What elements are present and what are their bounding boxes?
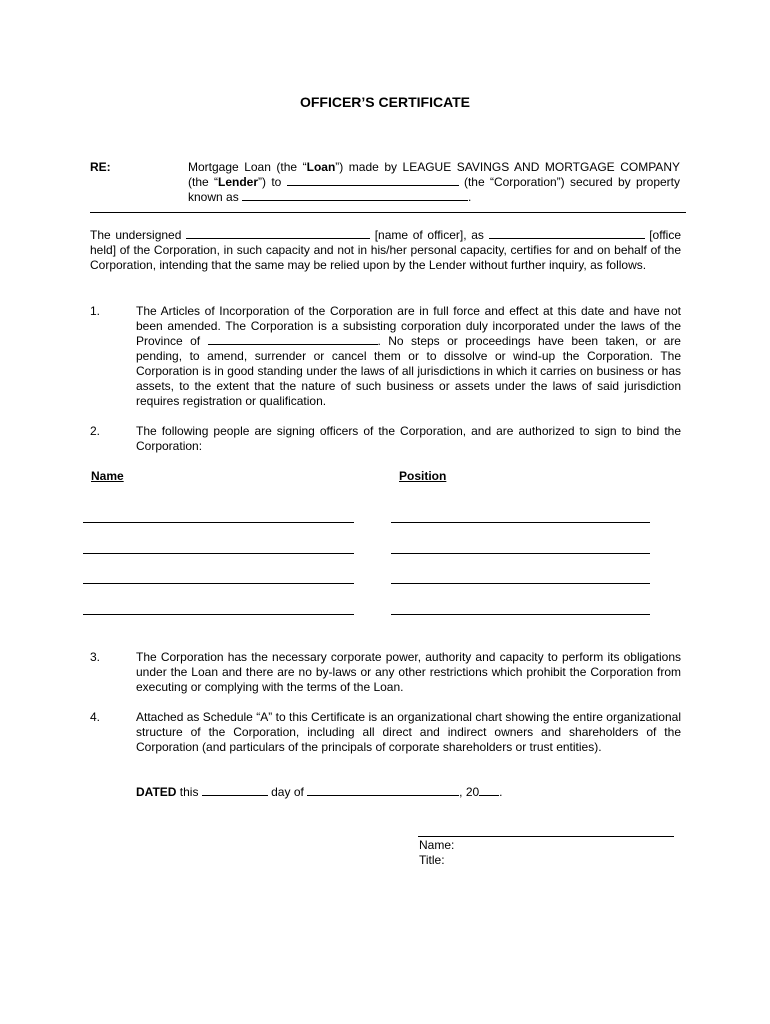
- officer-position-line-3[interactable]: [391, 583, 650, 584]
- signature-line[interactable]: [418, 836, 674, 837]
- month-blank[interactable]: [307, 785, 459, 796]
- officer-name-line-2[interactable]: [83, 553, 354, 554]
- dated-text-2: day of: [267, 785, 308, 799]
- item-1-text: [136, 304, 681, 409]
- item-1-text-a: The Articles of Incorporation of the Corporation are in full force and effect at this date and have not been amended. The Corporation is a subsisting corporation duly incorporated under the laws of the Province of: [136, 304, 681, 348]
- item-1-number: 1.: [90, 304, 101, 318]
- office-held-blank[interactable]: [489, 228, 645, 239]
- dated-line: [136, 785, 503, 800]
- name-column-header: Name: [91, 469, 124, 483]
- header-rule: [90, 212, 686, 213]
- officer-name-line-1[interactable]: [83, 522, 354, 523]
- officer-name-blank[interactable]: [186, 228, 370, 239]
- re-label: RE:: [90, 160, 111, 174]
- signature-name-label: Name:: [419, 838, 455, 852]
- dated-text-1: this: [176, 785, 202, 799]
- loan-term: Loan: [306, 160, 336, 174]
- dated-label: DATED: [136, 785, 177, 799]
- item-2-number: 2.: [90, 424, 101, 438]
- re-text-1: Mortgage Loan (the “: [188, 160, 307, 174]
- signature-title-label: Title:: [419, 853, 445, 867]
- re-text-5: .: [468, 190, 472, 204]
- province-blank[interactable]: [208, 334, 378, 345]
- item-3-text: The Corporation has the necessary corporate power, authority and capacity to perform its obligations under the Loan and there are no by-laws or any other restrictions which prohibit the Corporation from executing or complying with the terms of the Loan.: [136, 650, 681, 694]
- item-4-number: 4.: [90, 710, 101, 724]
- dated-text-3: , 20: [459, 785, 480, 799]
- officer-position-line-1[interactable]: [391, 522, 650, 523]
- item-4-text: Attached as Schedule “A” to this Certificate is an organizational chart showing the entire organizational structure of the Corporation, including all direct and indirect owners and shareholders of the Corporation (and particulars of the principals of corporate shareholders or trust entities).: [136, 710, 681, 754]
- item-1-text-b: . No steps or proceedings have been taken, or are pending, to amend, surrender or cancel them or to dissolve or wind-up the Corporation. The Corporation is in good standing under the laws of all jurisdictions in which it carries on business or has assets, to the extent that the nature of such business or assets under the laws of said jurisdiction requires registration or qualification.: [136, 334, 681, 408]
- intro-text-1: The undersigned: [90, 228, 187, 242]
- re-text-3: ”) to: [258, 175, 287, 189]
- dated-text-4: .: [499, 785, 503, 799]
- document-title: OFFICER’S CERTIFICATE: [299, 94, 471, 110]
- item-2-text: The following people are signing officers of the Corporation, and are authorized to sign to bind the Corporation:: [136, 424, 681, 453]
- officer-position-line-2[interactable]: [391, 553, 650, 554]
- item-3-number: 3.: [90, 650, 101, 664]
- lender-term: Lender: [218, 175, 259, 189]
- intro-paragraph: [90, 228, 681, 273]
- re-text-4: (the “Corporation”) secured by property known as: [188, 175, 680, 204]
- year-blank[interactable]: [479, 785, 499, 796]
- officer-name-line-4[interactable]: [83, 614, 354, 615]
- property-blank[interactable]: [242, 190, 468, 201]
- re-text: [188, 160, 680, 205]
- day-blank[interactable]: [202, 785, 268, 796]
- position-column-header: Position: [399, 469, 447, 483]
- re-text-2: ”) made by LEAGUE SAVINGS AND MORTGAGE COMPANY (the “: [188, 160, 680, 189]
- corporation-name-blank[interactable]: [287, 175, 459, 186]
- intro-text-3: [office held] of the Corporation, in such capacity and not in his/her personal capacity, certifies for and on behalf of the Corporation, intending that the same may be relied upon by the Lender without further inquiry, as follows.: [90, 228, 681, 272]
- officer-position-line-4[interactable]: [391, 614, 650, 615]
- intro-text-2: [name of officer], as: [370, 228, 489, 242]
- officer-name-line-3[interactable]: [83, 583, 354, 584]
